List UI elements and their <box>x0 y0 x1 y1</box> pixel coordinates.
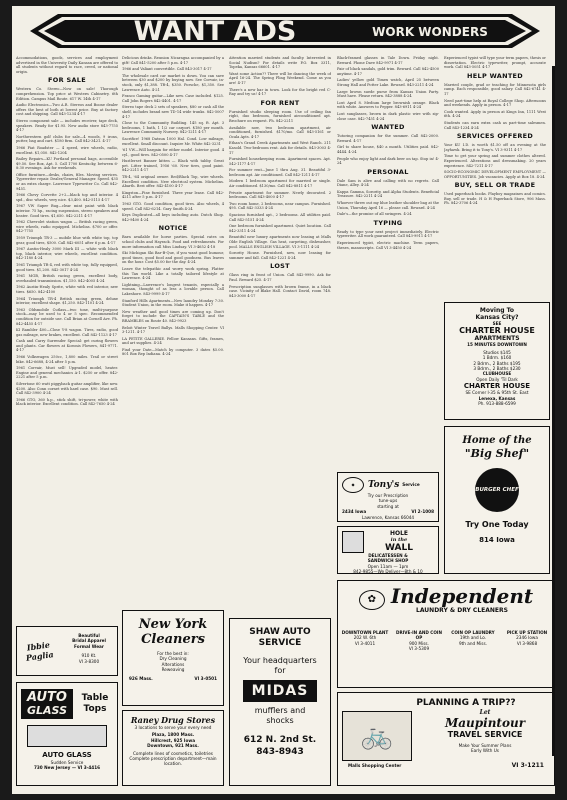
nyc-line2: Cleaners <box>141 632 205 647</box>
charter-l5: APARTMENTS <box>474 335 520 343</box>
loc2-a: DRIVE-IN AND COIN OP <box>396 630 442 641</box>
classified-ad: 1967 Austin-Healy 3000 Mark III — white with black top, black interior, wire wheels, excellent condition. 842-1180 4-24 <box>16 247 118 261</box>
buy-sell-heading: BUY, SELL OR TRADE <box>454 181 536 190</box>
bigshef-l1: Home of the <box>462 435 532 446</box>
classified-ad: Dale's—the promise of all swingers. 4-24 <box>337 212 412 217</box>
charter-l1: Moving To <box>479 307 515 314</box>
shaw-l6: shocks <box>266 716 294 725</box>
independent-name: Independent <box>390 584 534 608</box>
wanted-list <box>337 134 439 166</box>
typing-heading: TYPING <box>373 218 403 227</box>
charter-l9: CHARTER HOUSE <box>463 382 531 391</box>
wanted-heading: WANTED <box>371 123 405 132</box>
classified-ad: Office furniture—desks, chairs, files. Moving services. Typewriter repair. Dealer/General Manager. Speed. $35 or an extra charge. Lawrence Typewriter Co. Call 842-9451. <box>16 172 118 191</box>
notice-list <box>122 235 224 357</box>
ad-independent-laundry <box>337 580 555 688</box>
tonys-address: 2434 Iowa <box>342 509 367 515</box>
classified-ad: New weather and good times are coming up. Don't forget to include the CAPTAIN'S TABLE and the BRAMBLES on Route 40. 842-9923 <box>122 309 224 323</box>
bridal-line2: Bridal Apparel <box>72 638 106 644</box>
bigshef-address: 814 Iowa <box>479 536 515 544</box>
personal-heading: PERSONAL <box>367 167 409 176</box>
shaw-address: 612 N. 2nd St. <box>243 735 317 745</box>
travel-l5: Make Your Summer Plans <box>458 743 512 748</box>
classified-ad: Franco Gaming guitar—Like new. Case included. $125. Call John Rogers 842-4401. 4-17 <box>122 94 224 103</box>
independent-locations <box>338 630 554 652</box>
bridal-address: 910 Kt. <box>81 653 97 659</box>
loc3-a: COIN OP LAUNDRY <box>451 630 495 635</box>
ad-hole-in-the-wall <box>337 526 439 574</box>
auto-glass-l2: GLASS <box>26 704 67 717</box>
for-sale-list <box>16 87 118 407</box>
charter-l10: SE Corner I-35 & 95th St. East <box>465 390 529 396</box>
tonys-l2: tune-ups <box>378 498 398 504</box>
drug-location-3: Downtown, 921 Mass. <box>147 743 199 749</box>
typing-list <box>337 230 439 250</box>
classified-ad: Furnished studio sleeping room. Use of ceiling fan right, duo bedroom, furnished airconditioned apt. Brochure on request. Ph. 842-2211 <box>229 109 331 123</box>
auto-glass-car-image <box>27 725 107 747</box>
tonys-name: Tony's <box>368 480 400 490</box>
loc2-c: VI 3-5309 <box>408 646 430 652</box>
classified-ad: 1961 MGB, British racing green, excellent body, overhauled transmission. $1,150. 842-4005 4-24 <box>16 274 118 283</box>
classified-ad: 1961 Triumph TR-4, red with white top, fully equipped, good tires. $1,200. 842-3017 4-24 <box>16 262 118 272</box>
drug-line-4: Complete lines of cosmetics, toiletries <box>133 750 213 756</box>
column-3 <box>229 56 331 614</box>
help-wanted-list <box>444 83 546 130</box>
classified-ad: Western Co. Stereo—Now on sale! Thorough comprehension. Top price at Western Cabinetry. 6th Edition. Campus Mail Route. 617 W. 14th 4-17 <box>16 87 118 101</box>
shaw-l1: SHAW AUTO <box>249 627 311 637</box>
for-sale-heading: FOR SALE <box>48 76 86 85</box>
loc4-c: VI 3-9868 <box>516 640 538 646</box>
nyc-sub: For the best in: <box>157 651 189 656</box>
classified-ad: Experienced typist will type your term papers, thesis or dissertation. Electric typewriter, prompt, accurate work. Call 843-5051 4-17 <box>444 56 546 70</box>
page-edge-bar <box>552 66 555 756</box>
bigshef-l2: "Big Shef" <box>464 447 530 460</box>
column-3-list <box>229 56 331 97</box>
travel-l3: Maupintour <box>444 716 526 730</box>
classified-ad: Barn available for horse parties. Special rates on school clubs and Hayrack. Food and refreshments. For more information call Miss Lindsay. VI 3-4652 4-18 <box>122 235 224 249</box>
lost-heading: LOST <box>270 262 290 271</box>
hole-l4: DELICATESSEN & <box>368 553 408 558</box>
classified-ad: Need part-time help at Royal College Shop. Afternoons and weekends. Apply in person. 4-17 <box>444 98 546 108</box>
classified-ad: Kingston—Fine furnished. Three year lease. Call 842-4211 after 5 p.m. 4-17 <box>122 190 224 200</box>
column-5-list <box>444 56 546 70</box>
classified-ad: Cash and Carry Surrender Special: get curing flowers and plants. Car flowers at Koronis Flowers, 841-9771. 4-17 <box>16 339 118 353</box>
classified-ad: 1963 Oldsmobile Cutlass—two tone, multi-purpose stock—may be used to 4 or 5 spec. Recommended condition for outside use. Call Brian at Cornell Ave. Ph. 842-4455 4-17 <box>16 307 118 326</box>
ad-new-york-cleaners <box>122 610 224 706</box>
classified-ad: Ready to type your next project immediately. Electric typewriter. All work guaranteed. Call 843-9911 4-17 <box>337 229 439 239</box>
classified-ad: Married couple, grad or teaching for Minnesota girls camp. Each responsible, good salary. Call 842-6741 4-17 <box>444 82 546 96</box>
hole-l5: SANDWICH SHOP <box>367 558 409 564</box>
classified-ad: One bedroom furnished apartment. Quiet location. Call 842-3311 4-24 <box>229 224 331 233</box>
auto-glass-address: 730 New Jersey — VI 3-4416 <box>33 765 101 771</box>
classified-ad: LA PETITE GALLERIE. Fellow Kansans. Gifts, frames, and art supplies. 4-24 <box>122 336 224 346</box>
lost-list <box>229 273 331 298</box>
charter-l8: Open Daily 'Til Dark <box>476 376 518 382</box>
classified-ad: People who enjoy light and dark beer on tap. Stop in! 4-24 <box>337 156 439 166</box>
classified-ad: Dale Sam is alive and calling with no regrets. Call Diane, Alley. 4-24 <box>337 178 439 188</box>
classified-ad: SOCIO-ECONOMIC DEVELOPMENT EMPLOYMENT — OPPORTUNITIES. Job vacancies. Apply at Box 18. 4-24 <box>444 170 546 179</box>
burger-chef-logo <box>475 468 519 512</box>
classified-ad: Two room home, 2 bedrooms, near campus. Furnished. $95. Call 842-3333 4-24 <box>229 201 331 211</box>
drug-location-2: Hillcrest, 925 Iowa <box>150 737 196 743</box>
bicycle-icon: 🚲 <box>342 711 412 761</box>
classified-ad: Want some Action?? There will be dancing the week of April 16-24. The Spring Fling Weekend. Come as you are! 4-17 <box>229 71 331 85</box>
classified-ad: Cook wanted. Apply in person at Kings Inn, 1111 West 6th. 4-24 <box>444 109 546 119</box>
for-rent-list <box>229 110 331 261</box>
classified-ad: TR-4, '64 original owner. Red/Black Top, wire wheels. Excellent condition. New electrical system. Michelins. Abarth. Best offer. 842-4100 4-17 <box>122 175 224 189</box>
classified-ad: Sacrifice! 1968 Datsun 1000 Hal. Cond. Low mileage, excellent. Small discount. Inquire Mr. White 842-3231 <box>122 136 224 146</box>
deli-sandwich-icon <box>342 531 364 553</box>
ad-tonys-service <box>337 472 439 522</box>
classified-ad: Leave the telepathic and worry work spring. Flatter this Tax world. Like a totally tailored lifestyle at Lawrence. 4-24 <box>122 266 224 281</box>
loc3-b: 19th and Lo. <box>459 635 487 641</box>
nyc-address: 926 Mass. <box>129 675 153 681</box>
ad-maupintour-travel <box>337 692 555 786</box>
classified-ad: 1966 and Valiant convertible. Call 843-3017 4-17 <box>122 67 212 72</box>
classified-ad: Pair of black sandals, gold trim. Reward. Call 842-4500 anytime. 4-17 <box>337 67 439 76</box>
intro-text: Accommodations, goods, services and employment advertised in the University Daily Kansan are offered to all students without regard to race, creed, or national origin. <box>16 56 118 74</box>
classified-ad: Delicious drinks. Reunion Nicaragua accompanied by a gift! Call 841-5200 after 5 p.m. 4-17 <box>122 56 224 65</box>
ad-raney-drug <box>122 710 224 786</box>
ad-auto-glass <box>16 682 118 786</box>
charter-phone: Ph. 913-888-6599 <box>478 401 516 407</box>
personal-list <box>337 179 439 217</box>
classified-ad: Available now, two bedroom apartment, air conditioned, furnished. $170/mo. Call 843-5161 or Ocala Apts. 4-17 <box>229 125 331 139</box>
bigshef-l4: Try One Today <box>465 520 529 529</box>
independent-sub: LAUNDRY & DRY CLEANERS <box>416 607 508 614</box>
bridal-script: Ibbie Paglia <box>25 639 55 663</box>
classified-ad: Sorority House. Furnished, new, now leasing for summer and fall. Call 842-1221 4-24 <box>229 251 331 260</box>
classified-ad: 1964 Triumph TR-4 British racing green, deluxe interior, excellent shape. $1,250. 842-1101 4-24 <box>16 296 118 306</box>
classified-ad: For summer rent—June 1 thru Aug. 31. Beautiful 3-bedroom apt. Air conditioned. Call 842-1211 4-17 <box>229 168 331 177</box>
ad-burger-chef <box>444 426 550 574</box>
charter-rate-3: 2 Bdrm., 2 Baths $195 <box>473 360 521 366</box>
loc2-b: 900 Miss. <box>409 640 429 646</box>
loc1-c: VI 3-4011 <box>354 640 376 646</box>
charter-l6: 15 MINUTES DOWNTOWN <box>467 342 527 348</box>
classified-ad: Ladies' yellow gold Timex watch, April 25 between Strong Hall and Potter Lake. Reward. 843-2211 4-24 <box>337 78 439 87</box>
hole-l1: HOLE <box>389 530 409 537</box>
loc1-b: 202 W. 6th <box>353 635 377 641</box>
auto-glass-name: AUTO GLASS <box>42 751 92 759</box>
services-list <box>444 143 546 179</box>
classified-ad: Modern 1 bedroom apartment for married or single. Air conditioned. $130/mo. Call 842-8811 4-17 <box>229 179 331 189</box>
ad-charter-house <box>444 302 550 420</box>
charter-rate-2: 1 Bdrm. $160 <box>482 355 512 361</box>
shaw-phone: 843-8943 <box>256 747 304 757</box>
classified-ad: Tutoring companion for the summer. Call 842-2000. Reward. 4-17 <box>337 134 439 143</box>
hole-l3: WALL <box>385 543 413 553</box>
ad-bridal-apparel <box>16 626 118 676</box>
shaw-l3: Your headquarters <box>243 656 317 665</box>
classified-ad: Used paperback books. Playboy magazines and comics. Buy, sell or trade. H & H Paperback Store, 906 Mass. Ph. 842-3706 4-24 <box>444 192 546 206</box>
classified-ad: 1959 Triumph TR-3 — mobile blue with white top, top gear, good tires, $500. Call 842-6051 after 6 p.m. 4-17 <box>16 236 118 245</box>
charter-rate-4: 3 Bdrm., 2 Baths $230 <box>473 366 521 372</box>
auto-glass-sub: Sudden Service <box>50 760 84 765</box>
bridal-line1: Beautiful <box>78 633 100 638</box>
classified-ad: Black-framed glasses in Tale Down. Friday night. Reward. Phone Dave 842-9971 4-17 <box>337 56 439 65</box>
auto-glass-l1: AUTO <box>27 690 67 705</box>
help-wanted-heading: HELP WANTED <box>467 71 523 80</box>
classified-ad: Whoever threw out my blue leather shoulder bag at the Union, Thursday April 16 — please call. Reward. 4-24 <box>337 201 439 210</box>
laundry-shirt-icon: ✿ <box>359 590 385 610</box>
classified-ad: Stereo tape deck 2 sets of speakers, $80 or cash all the shelf, includes brand new TD-14 wide trunks. 842-5007 4-17 <box>122 105 224 119</box>
nyc-service-2: Alterations <box>161 661 185 667</box>
column-1 <box>16 56 118 622</box>
want-ads-banner <box>30 12 540 50</box>
classified-ad: 1962 Chevrolet station wagon — British racing green, wire wheels, radio equipped. Michelins. $700 or offer. 842-7755 <box>16 220 118 234</box>
travel-l2: Let <box>479 709 491 716</box>
classified-ad: 1966 GTO, 360 h.p., stick shift, tri-power, white with black interior. Excellent condition. Call 842-7650 4-24 <box>16 397 118 407</box>
buy-sell-list <box>444 192 546 206</box>
classified-ad: Beautiful new luxury apartments now leasing at Malls Olde English Village. Gas heat, carpeting, dishwasher, pool. MALLS ENGLISH VILLAGE. VI 3-1111 4-24 <box>229 235 331 249</box>
nyc-phone: VI 3-0501 <box>194 675 217 681</box>
travel-l1: PLANNING A TRIP?? <box>416 698 516 708</box>
banner-tagline: WORK WONDERS <box>372 25 488 39</box>
bridal-line3: Formal Wear <box>74 643 104 649</box>
classified-ad: Ski Michigan Ski Bar-B-Que, if you want good humour, good times, good food and good goodness. Bus leaves on the hour. Cost $5.00 for the day. 4-24 <box>122 251 224 265</box>
tonys-phone: VI 2-1008 <box>411 509 434 515</box>
auto-glass-l4: Tops <box>83 704 107 714</box>
nyc-service-3: Reweaving <box>161 667 185 673</box>
midas-brand: MIDAS <box>251 683 309 699</box>
classified-ad: Hustlerset Banner kitten — Black with tabby. Great pet. Litter trained, 1956 '60. New tires, good paint. 842-2211 4-17 <box>122 159 224 173</box>
column-4 <box>337 56 439 468</box>
shaw-l2: SERVICE <box>258 638 302 648</box>
travel-l6: Early With Us <box>471 748 499 754</box>
auto-glass-l3: Table <box>81 693 109 703</box>
column-2-list <box>122 56 224 222</box>
classified-ad: Audio Electronics—Two A.R. Stereos and Boone dealer offers the best of both at lowest price. Buy at factory cost and shipping. Call 843-1234 4-17 <box>16 103 118 117</box>
travel-l7: Malls Shopping Center <box>348 763 402 768</box>
classified-ad: There's a new bar in town. Look for the bright red C-Ray and try us! 4-17 <box>229 87 331 97</box>
classified-ad: Furnished housekeeping room. Apartment spaces. Apt. 542-1177 4-17 <box>229 157 331 166</box>
classified-ad: 1966 Chevy Corvette 2+2—black top and interior. 4 spd., disc wheels, very nice. $3,400. 842-5115 4-17 <box>16 193 118 202</box>
banner-title: WANT ADS <box>133 16 297 47</box>
classified-ad: Stereo component sale — includes receiver, tape deck, speakers. Ready for $1.95. New audio store 843-7755 4-17 <box>16 118 118 133</box>
classified-ad: Northwestern golf clubs for sale—4 woods, 9 irons, putter, bag and cart. $180 firm. Call 842-3421. 4-17 <box>16 134 118 144</box>
auto-glass-logo <box>21 689 73 719</box>
charter-l4: CHARTER HOUSE <box>459 326 535 336</box>
classified-ad: Bailey Repairs—KU Portland personal bags, accessible $9.50. See Box, Apt. 5. Call 1700 Kentucky, between 6-8:30 evenings. Ask for weekends. <box>16 157 118 171</box>
loc3-c: 9th and Miss. <box>459 640 487 646</box>
charter-l7: CLUBHOUSE <box>482 371 512 377</box>
classified-ad: '61 VW—Will bargain for either model. Interior good. 4 cyl., good tires. 842-0500 4-17 <box>122 148 224 157</box>
classified-ad: Spacious furnished apt., 2 bedrooms. All utilities paid. Call 842-5151 4-24 <box>229 213 331 222</box>
classified-ad: Attention married students and faculty. Interested in Social Nudism? For details write P.O. Box 3311, Topeka, Kansas 66601. 4-17 <box>229 56 331 70</box>
classified-ad: Lost April 8. Medium large brownish orange. Black with white. Answers to Pepper. 843-6911 4-24 <box>337 100 439 110</box>
classified-ad: Girl to share house, $40 a month. Utilities paid. 842-4444. 4-24 <box>337 145 439 154</box>
classified-ad: Glass ring in front of Union. Call 842-9990. Ask for Paul. Reward $25. 4-17 <box>229 273 331 282</box>
classified-ad: Large brown suede purse from Kansas Union Party. Must have. Please return. 842-3888 4-24 <box>337 89 439 99</box>
classified-ad: 1966 Fiat Roadster — 4 speed, wire wheels, radio, excellent. $1,050. 842-1204 <box>16 145 118 155</box>
bridal-phone: VI 3-8300 <box>78 658 100 664</box>
classified-ad: Prescription sunglasses with brown frame, in a black case. Vicinity of Blake Hall. Contact David, room 748. 843-3000 4-17 <box>229 284 331 298</box>
hole-hours: Open 11am — 1pm <box>367 563 409 569</box>
charter-l11: Lenexa, Kansas <box>478 395 516 401</box>
classified-ad: Stanford Hills Apartments—New laundry Monday 7:30. Student Union, in the room. Make it happen. 4-17 <box>122 298 224 308</box>
column-2 <box>122 56 224 606</box>
tonys-l1: Try our Prescription <box>367 493 409 498</box>
charter-l3: SEE <box>492 321 502 326</box>
classified-ad: Lost sunglasses, brown in dark plastic wire with zip-close case. 842-7451 4-24 <box>337 111 439 121</box>
notice-heading: NOTICE <box>158 224 188 233</box>
classified-ad: Lightning—Lawrence's longest tenants, especially a woman, thought of as less a lovable person. Call Lakeshore. 843-9999 4-17 <box>122 282 224 296</box>
classified-ad: 1966 Volkswagen 250cc, 1,800 miles. Trail or street bike. 842-6688, 4-24 after 5 p.m. <box>16 355 118 364</box>
classified-ad: Your KU I.D. is worth $1.50 off an evening at the Jayhawk. Bring it to Tony's. VI 3-9311 4-17 <box>444 143 546 152</box>
classified-ad: Close to the Community Building. 145 sq. ft. Apt. 3 bedrooms, 1 bath, 1 1/2 car carport. $180 per month. Lawrence Community Nursery. 842-1211 4-17 <box>122 121 224 135</box>
classified-ad: Time to get your spring and summer clothes altered. Experienced. Alterations and dressmaking. 20 years experience. 842-7211 4-17 <box>444 154 546 168</box>
classified-ad: Experienced typist, electric machine. Term papers, theses, manuscripts. Call VI 3-4450 4-24 <box>337 241 439 250</box>
drug-sub: 3 locations to serve your every need <box>134 725 212 730</box>
loc4-b: 2346 Iowa <box>516 635 538 641</box>
classified-ad: Ethan's Grand Creek Apartments and West Ranch. 211 Kasold. Two-bedroom rent. Ask for details. 843-3003 4-17 <box>229 141 331 155</box>
classified-ad: 1963 GTO. Good condition, good tires. Also wheels, 4 speed. Call 842-6214. Gary Smith 4-24 <box>122 202 224 211</box>
classified-ad: Beloit Winter Travel Ballys. Malls Shopping Center. VI 3-1211. 4-17 <box>122 325 224 335</box>
loc1-a: DOWNTOWN PLANT <box>341 630 389 635</box>
drug-title: Raney Drug Stores <box>130 715 216 725</box>
drug-location-1: Plaza, 1800 Mass. <box>151 732 195 738</box>
shaw-l5: mufflers and <box>254 706 306 715</box>
loc4-a: PICK UP STATION <box>506 630 548 635</box>
travel-l4: TRAVEL SERVICE <box>447 730 523 739</box>
bigshef-l3: BURGER CHEF <box>475 486 519 493</box>
hole-l2: in the <box>390 537 408 543</box>
charter-rate-1: Studios $145 <box>483 349 511 355</box>
column-4-list <box>337 56 439 121</box>
shaw-l4: for <box>274 666 286 675</box>
for-rent-heading: FOR RENT <box>260 98 300 107</box>
travel-phone: VI 3-1211 <box>511 762 544 769</box>
newspaper-page <box>12 6 555 794</box>
classified-ad: Keys Duplicated—all keys including auto. Dutch Shop. 842-9400 4-24 <box>122 213 224 222</box>
classified-ad: The wholesale card car market is down. You can save between $30 and $200 by buying now. See Corvair, in-stock, only $1,388. TR-4, $350. Porsche, $1,350. See Lawrence Auto. 4-21 <box>122 73 224 92</box>
classified-ad: Kappa Gamma, Sorority, and Alpha Students. Beneficial Treasure. 842-2211 4-24 <box>337 189 439 199</box>
services-heading: SERVICES OFFERED <box>456 132 534 141</box>
hole-phone: 842-9855—We Deliver—8th & 10 <box>353 569 423 574</box>
classified-ad: KI Rambler 400—Close Y-8 wagon. Tires, radio, good gas mileage, new brakes, excellent. Call 842-1123 4-17 <box>16 328 118 337</box>
tonys-city: Lawrence, Kansas 66044 <box>361 514 415 520</box>
charter-l2: Kansas City? <box>475 314 519 321</box>
nyc-service-1: Dry Cleaning <box>159 656 187 662</box>
classified-ad: Private apartment for summer. Newly decorated. 2 bedrooms. Call 843-4000 4-17 <box>229 190 331 200</box>
classified-ad: 1962 Austin-Healy Sprite, white with red interior, new tires. $650. 842-4100 <box>16 285 118 294</box>
nyc-line1: New York <box>138 617 208 632</box>
drug-line-5: Complete prescription department—main location. <box>129 756 217 767</box>
classified-ad: 1967 VW Super Bug—clear mint paint with black interior. 75 hp., racing suspension, stereo speakers and heater. Good tires. $1,650. 842-2211 4-17 <box>16 204 118 218</box>
classified-ad: 1961 Corvair, Must sell! Upgraded model, heater. Engine and general mechanics A-1. $250 or offer. 842-2221 after 5 p.m. <box>16 366 118 380</box>
midas-logo <box>243 680 317 702</box>
classified-ad: Find your Date—Match by computer. 3 dates $5.00. 801 Box Rep Indiana. 4-24 <box>122 347 224 357</box>
tonys-logo-icon: ◆ <box>342 477 364 493</box>
classified-ad: Students can earn extra cash as part-time salesmen. Call 843-1234 4-24 <box>444 120 546 130</box>
column-5 <box>444 56 546 296</box>
banner-graphic <box>30 12 540 50</box>
tonys-sub: Service <box>402 482 420 488</box>
tonys-l3: starting at <box>377 503 399 509</box>
ad-shaw-auto <box>229 618 331 786</box>
classified-ad: Silvertone 60 watt piggyback guitar amplifier, like new. $200. Also Conn cornet with hard case. $90. Must sell. Call 842-3900 4-24 <box>16 382 118 396</box>
